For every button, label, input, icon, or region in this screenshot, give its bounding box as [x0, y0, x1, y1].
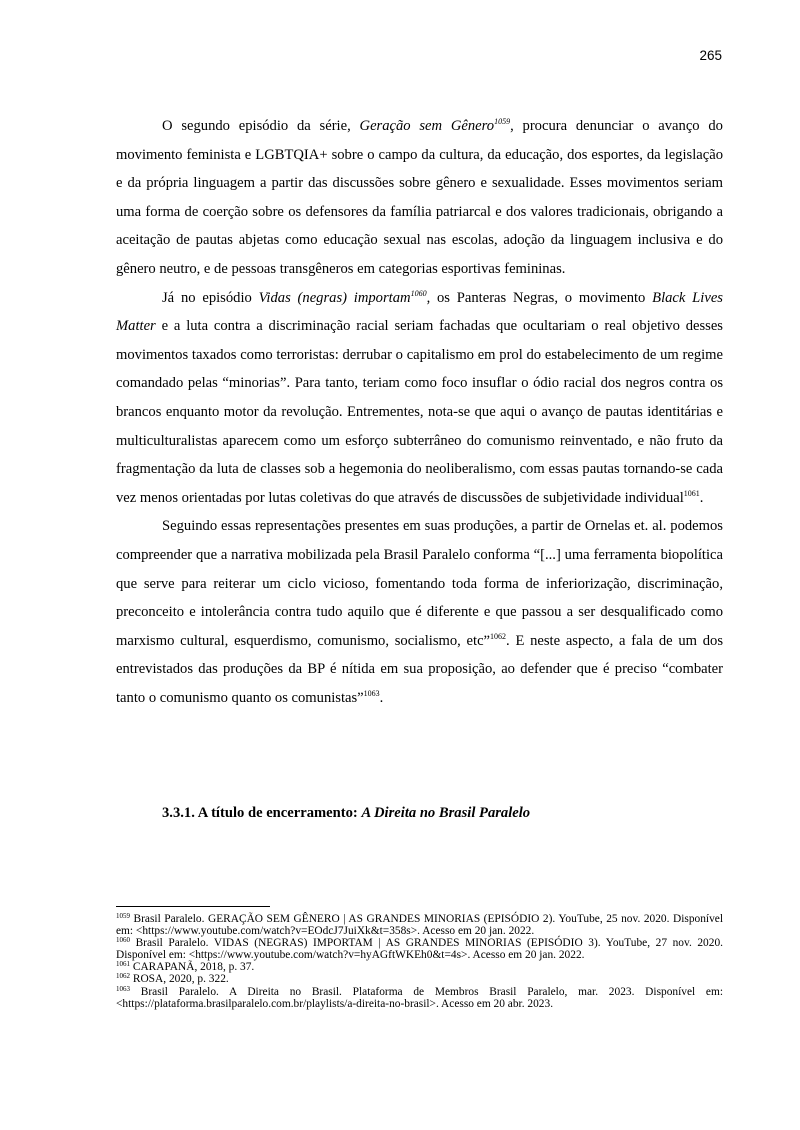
footnote-ref-1063[interactable]: 1063	[363, 688, 380, 698]
footnote-text: CARAPANÃ, 2018, p. 37.	[132, 961, 255, 974]
section-number: 3.3.1.	[162, 805, 195, 821]
p1-title: Geração sem Gênero	[359, 118, 495, 134]
footnote-mark: 1062	[116, 972, 130, 981]
p2-title: Vidas (negras) importam	[258, 289, 411, 306]
footnotes	[116, 913, 723, 1010]
footnote-ref-1062[interactable]: 1062	[490, 631, 507, 641]
p2-text-2: , os Panteras Negras, o movimento	[426, 289, 653, 306]
footnote-mark: 1061	[116, 960, 130, 969]
p3-text-1: Seguindo essas representações presentes em suas produções, a partir de Ornelas et. al. podemos compreender que a narrativa mobilizada pela Brasil Paralelo conforma “[...] uma ferramenta biopolítica que serve para reiterar um ciclo vicioso, fomentando toda forma de inferiorização, discriminação, preconceito e intolerância contra tudo aquilo que é diferente e que passou a ser desqualificado como marxismo cultural, esquerdismo, comunismo, socialismo, etc”	[116, 518, 723, 649]
footnote-mark: 1060	[116, 936, 130, 945]
footnote-mark: 1059	[116, 912, 130, 920]
footnote-text: Brasil Paralelo. GERAÇÃO SEM GÊNERO | AS GRANDES MINORIAS (EPISÓDIO 2). YouTube, 25 nov. 2020. Disponível em: <https://www.youtube.com/watch?v=EOdcJ7JuiXk&t=358s>. Acesso em 20 jan. 2022.	[116, 913, 723, 938]
footnote-1061	[116, 961, 723, 973]
footnote-1059	[116, 913, 723, 937]
p2-text-3: e a luta contra a discriminação racial seriam fachadas que ocultariam o real objetivo desses movimentos taxados como terroristas: derrubar o capitalismo em prol do estabelecimento de um regime comandado pelas “minorias”. Para tanto, teriam como foco insuflar o ódio racial dos negros contra os brancos enquanto motor da revolução. Entrementes, nota-se que aqui o avanço de pautas identitárias e multiculturalistas aparecem como um esforço subterrâneo do comunismo reinventado, e não fruto da fragmentação da luta de classes sob a hegemonia do neoliberalismo, com essas pautas tornando-se cada vez menos orientadas por lutas coletivas do que através de discussões de subjetividade individual	[116, 318, 723, 506]
p2-title-2: Black Lives Matter	[116, 289, 723, 335]
footnote-1063	[116, 986, 723, 1010]
paragraph-2	[116, 284, 723, 513]
section-heading	[162, 805, 722, 822]
footnote-ref-1060[interactable]: 1060	[410, 288, 427, 298]
footnote-mark: 1063	[116, 984, 130, 993]
p1-text-1: O segundo episódio da série,	[162, 118, 360, 134]
footnote-1062	[116, 973, 723, 985]
paragraph-1	[116, 112, 723, 284]
paragraph-3	[116, 512, 723, 712]
p3-text-2: . E neste aspecto, a fala de um dos entrevistados das produções da BP é nítida em sua proposição, ao defender que é preciso “combater tanto o comunismo quanto os comunistas”	[116, 632, 724, 706]
p3-text-3: .	[379, 689, 384, 706]
p1-text-2: , procura denunciar o avanço do movimento feminista e LGBTQIA+ sobre o campo da cultura, da educação, dos esportes, da legislação e da própria linguagem a partir das discussões sobre gênero e sexualidade. Esses movimentos seriam uma forma de coerção sobre os defensores da família patriarcal e dos valores tradicionais, obrigando a aceitação de pautas abjetas como educação sexual nas escolas, adoção da linguagem inclusiva e do gênero neutro, e de pessoas transgêneros em categorias esportivas femininas.	[116, 118, 723, 277]
section-title: A Direita no Brasil Paralelo	[361, 805, 531, 821]
footnote-text: Brasil Paralelo. A Direita no Brasil. Plataforma de Membros Brasil Paralelo, mar. 2023. Disponível em: <https://plataforma.brasilparalelo.com.br/playlists/a-direita-no-brasil>. Acesso em 20 abr. 2023.	[116, 985, 723, 1010]
footnote-text: Brasil Paralelo. VIDAS (NEGRAS) IMPORTAM | AS GRANDES MINORIAS (EPISÓDIO 3). YouTube, 27 nov. 2020. Disponível em: <https://www.youtube.com/watch?v=hyAGftWKEh0&t=4s>. Acesso em 20 jan. 2022.	[116, 937, 723, 962]
body-text	[116, 112, 723, 712]
footnote-divider	[116, 906, 270, 907]
p2-text-4: .	[699, 489, 704, 506]
footnote-ref-1061[interactable]: 1061	[683, 488, 700, 498]
p2-text-1: Já no episódio	[162, 289, 259, 306]
footnote-text: ROSA, 2020, p. 322.	[132, 973, 229, 986]
footnote-1060	[116, 937, 723, 961]
page-number: 265	[699, 48, 722, 63]
footnote-ref-1059[interactable]: 1059	[494, 117, 511, 126]
section-label: A título de encerramento:	[197, 805, 358, 821]
